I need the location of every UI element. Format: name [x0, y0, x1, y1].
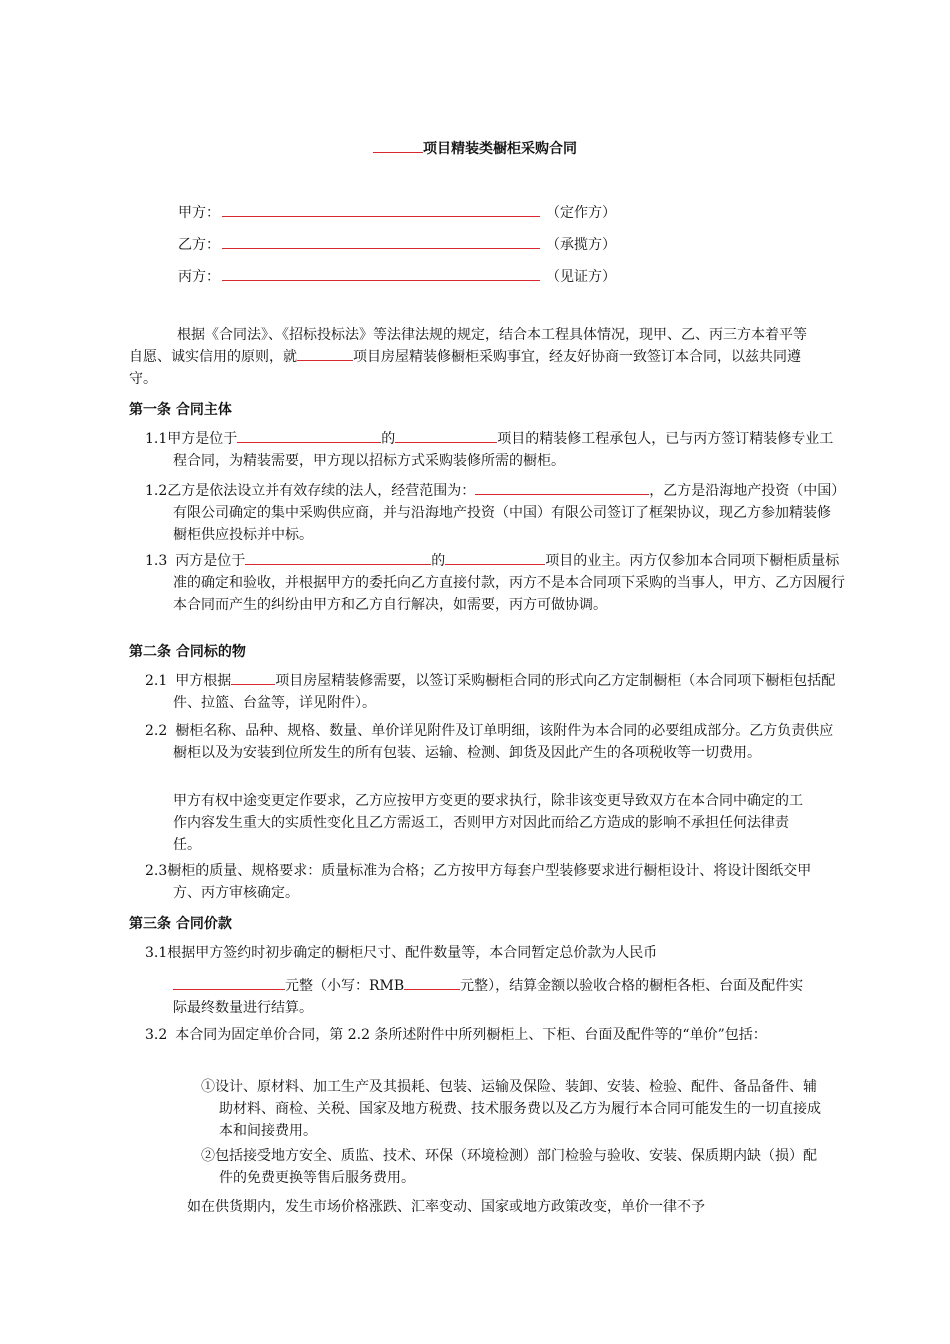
clause-1-1-num: 1.1	[145, 431, 168, 447]
clause-1-3	[145, 550, 845, 616]
party-c-blank[interactable]	[222, 266, 540, 281]
party-b-role: （承揽方）	[546, 237, 616, 253]
clause-1-1-project-blank[interactable]	[395, 428, 497, 443]
clause-1-2-b: ，乙方是沿海地产投资（中国）有限公司确定的集中采购供应商，并与沿海地产投资（中国）有限公司签订了框架协议，现乙方参加精装修橱柜供应投标并中标。	[173, 483, 839, 543]
clause-1-1-c: 项目的精装修工程承包人，已与丙方签订精装修专业工程合同，为精装需要，甲方现以招标方式采购装修所需的橱柜。	[173, 431, 834, 469]
clause-3-1-amount-b: 元整），结算金额以验收合格的橱柜各柜、台面及配件实际最终数量进行结算。	[173, 978, 804, 1016]
intro-project-blank[interactable]	[297, 346, 353, 361]
clause-2-2	[145, 720, 839, 764]
section1-heading: 第一条 合同主体	[129, 402, 232, 418]
clause-2-1-num: 2.1	[145, 673, 168, 689]
clause-1-3-location-blank[interactable]	[245, 550, 431, 565]
clause-2-1-b: 项目房屋精装修需要，以签订采购橱柜合同的形式向乙方定制橱柜（本合同项下橱柜包括配件、拉篮、台盆等，详见附件）。	[173, 673, 836, 711]
clause-3-1-num: 3.1	[145, 945, 168, 961]
price-item-2	[201, 1145, 829, 1189]
total-price-blank[interactable]	[173, 975, 285, 990]
party-b-blank[interactable]	[222, 234, 540, 249]
clause-1-1	[145, 428, 839, 472]
price-item-1-mark: ①	[201, 1079, 215, 1095]
price-item-2-mark: ②	[201, 1148, 215, 1164]
clause-3-1-text: 根据甲方签约时初步确定的橱柜尺寸、配件数量等，本合同暂定总价款为人民币	[167, 945, 658, 961]
clause-1-1-a: 甲方是位于	[167, 431, 238, 447]
party-a-label: 甲方：	[178, 205, 220, 221]
clause-3-2-num: 3.2	[145, 1027, 168, 1043]
clause-3-1-amount-a: 元整（小写：RMB	[285, 978, 405, 994]
intro-part1: 根据《合同法》、《招标投标法》等法律法规的规定，结合本工程具体情况，现甲、乙、丙三方本着平等自愿、诚实信用的原则，就	[129, 327, 807, 365]
clause-2-3-text: 橱柜的质量、规格要求：质量标准为合格；乙方按甲方每套户型装修要求进行橱柜设计、将设计图纸交甲方、丙方审核确定。	[167, 863, 812, 901]
project-name-blank	[373, 138, 423, 153]
title-text: 项目精装类橱柜采购合同	[423, 141, 577, 157]
clause-1-1-b: 的	[381, 431, 396, 447]
party-a-line	[178, 202, 616, 222]
party-c-label: 丙方：	[178, 269, 220, 285]
price-adjustment-paragraph: 如在供货期内，发生市场价格涨跌、汇率变动、国家或地方政策改变，单价一律不予	[187, 1199, 705, 1215]
party-c-line	[178, 266, 616, 286]
party-a-role: （定作方）	[546, 205, 616, 221]
intro-part2: 项目房屋精装修橱柜采购事宜，经友好协商一致签订本合同，以兹共同遵守。	[129, 349, 801, 387]
clause-2-2-change: 甲方有权中途变更定作要求，乙方应按甲方变更的要求执行，除非该变更导致双方在本合同中确定的工作内容发生重大的实质性变化且乙方需返工，否则甲方对因此而给乙方造成的影响不承担任何法律责任。	[173, 793, 803, 853]
clause-1-3-num: 1.3	[145, 553, 168, 569]
page-title	[0, 138, 950, 158]
party-b-line	[178, 234, 616, 254]
clause-1-3-a: 丙方是位于	[175, 553, 246, 569]
clause-1-2-scope-blank[interactable]	[475, 480, 649, 495]
clause-2-1-a: 甲方根据	[175, 673, 232, 689]
party-c-role: （见证方）	[546, 269, 616, 285]
clause-1-2-a: 乙方是依法设立并有效存续的法人，经营范围为：	[167, 483, 476, 499]
price-item-1-text: 设计、原材料、加工生产及其损耗、包装、运输及保险、装卸、安装、检验、配件、备品备件、辅助材料、商检、关税、国家及地方税费、技术服务费以及乙方为履行本合同可能发生的一切直接成本和间接费用。	[215, 1079, 821, 1139]
clause-3-2	[145, 1024, 839, 1046]
clause-2-3-num: 2.3	[145, 863, 168, 879]
clause-2-3	[145, 860, 839, 904]
clause-1-3-b: 的	[431, 553, 446, 569]
section3-heading: 第三条 合同价款	[129, 916, 232, 932]
clause-2-1	[145, 670, 839, 714]
clause-2-2-text: 橱柜名称、品种、规格、数量、单价详见附件及订单明细，该附件为本合同的必要组成部分。乙方负责供应橱柜以及为安装到位所发生的所有包装、运输、检测、卸货及因此产生的各项税收等一切费用。	[173, 723, 834, 761]
clause-1-2	[145, 480, 839, 546]
price-item-1	[201, 1076, 829, 1142]
clause-1-1-location-blank[interactable]	[237, 428, 381, 443]
rmb-amount-blank[interactable]	[404, 975, 460, 990]
clause-3-1-amount	[173, 975, 813, 1019]
price-item-2-text: 包括接受地方安全、质监、技术、环保（环境检测）部门检验与验收、安装、保质期内缺（损）配件的免费更换等售后服务费用。	[215, 1148, 817, 1186]
party-b-label: 乙方：	[178, 237, 220, 253]
clause-1-3-c: 项目的业主。丙方仅参加本合同项下橱柜质量标准的确定和验收，并根据甲方的委托向乙方直接付款，丙方不是本合同项下采购的当事人，甲方、乙方因履行本合同而产生的纠纷由甲方和乙方自行解决，如需要，丙方可做协调。	[173, 553, 845, 613]
clause-3-2-text: 本合同为固定单价合同，第 2.2 条所述附件中所列橱柜上、下柜、台面及配件等的“单价”包括：	[175, 1027, 767, 1043]
clause-2-2-num: 2.2	[145, 723, 168, 739]
intro-paragraph	[129, 324, 809, 390]
clause-1-3-project-blank[interactable]	[445, 550, 545, 565]
clause-1-2-num: 1.2	[145, 483, 168, 499]
party-a-blank[interactable]	[222, 202, 540, 217]
section2-heading: 第二条 合同标的物	[129, 644, 246, 660]
clause-2-1-project-blank[interactable]	[231, 670, 275, 685]
clause-3-1	[145, 942, 825, 964]
